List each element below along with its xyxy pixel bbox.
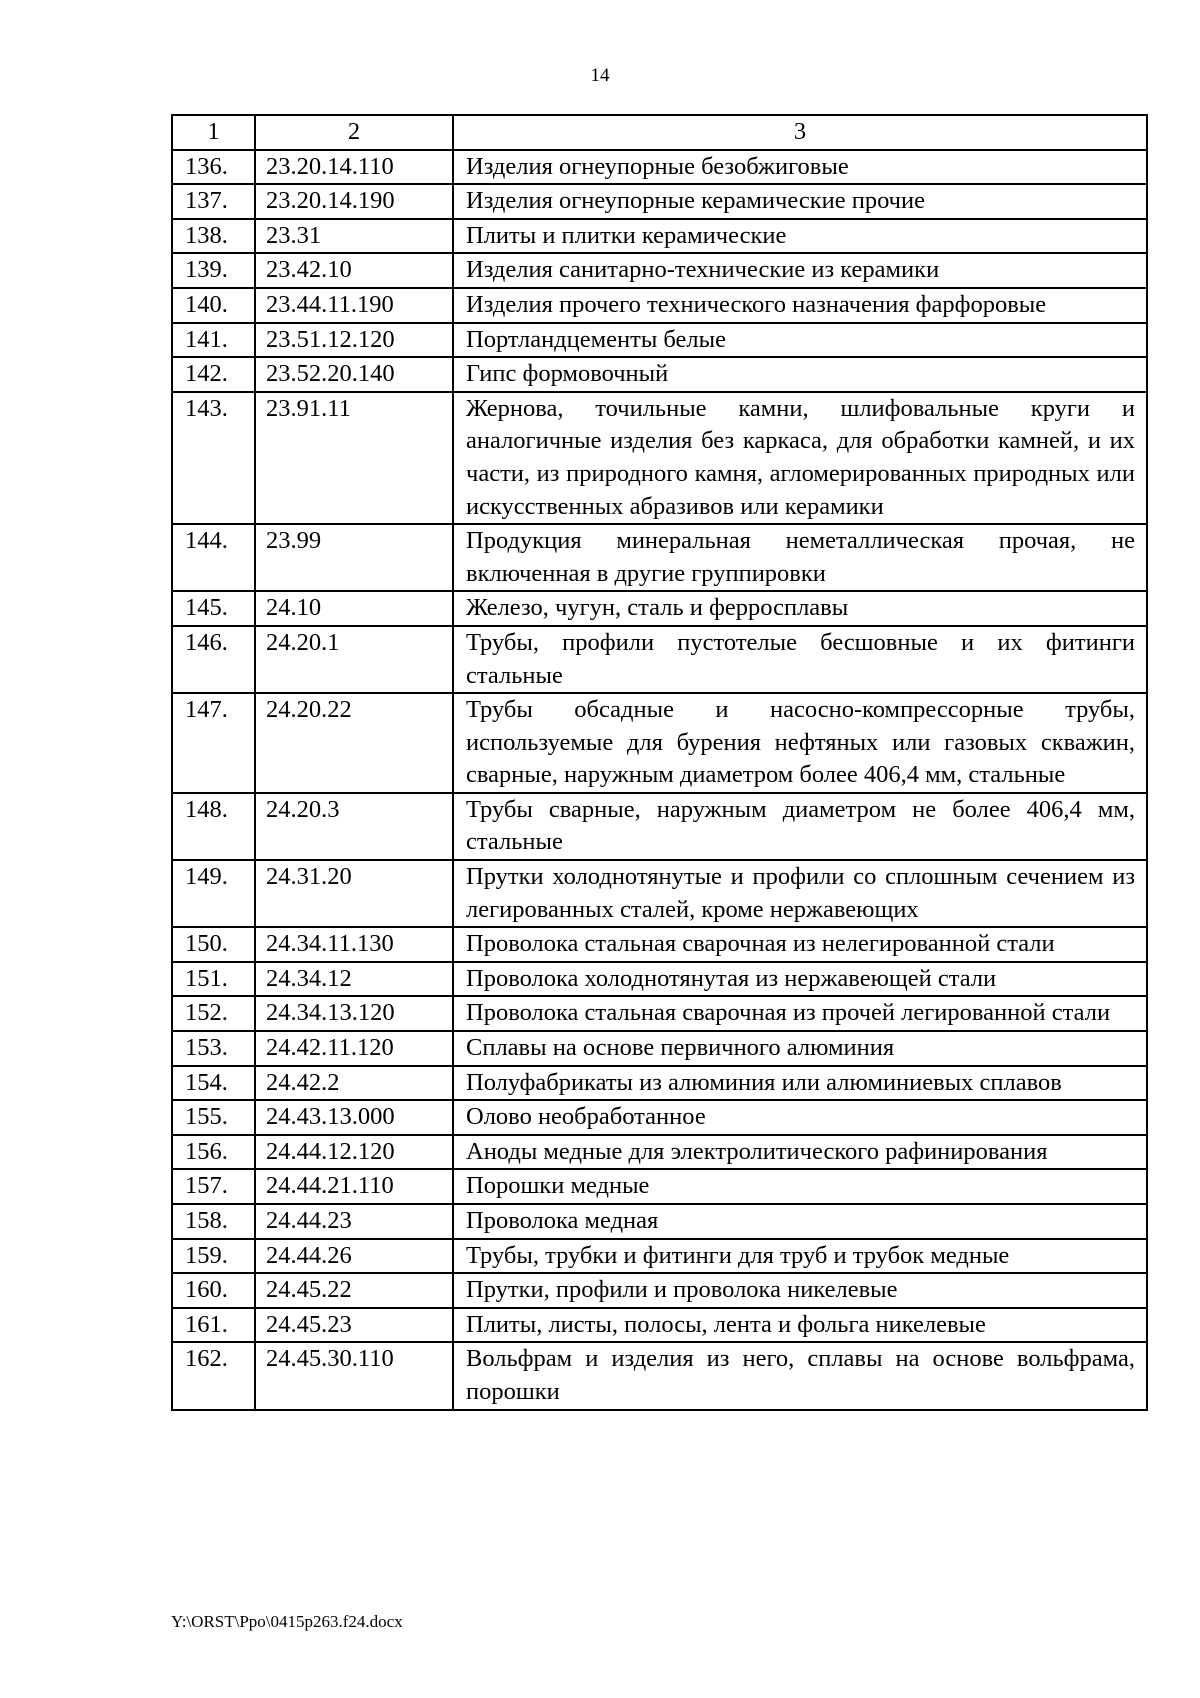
table-row: [172, 1100, 1147, 1135]
table-row: [172, 392, 1147, 524]
table-row: [172, 962, 1147, 997]
product-description-cell: Изделия огнеупорные безобжиговые: [453, 150, 1147, 185]
product-code-cell: 23.99: [255, 524, 453, 591]
product-code-cell: 24.20.22: [255, 693, 453, 793]
table-row: [172, 693, 1147, 793]
product-description-cell: Трубы сварные, наружным диаметром не более 406,4 мм, стальные: [453, 793, 1147, 860]
table-header-row: [172, 115, 1147, 150]
row-number-cell: 159.: [172, 1239, 255, 1274]
table-row: [172, 1135, 1147, 1170]
row-number-cell: 160.: [172, 1273, 255, 1308]
row-number-cell: 153.: [172, 1031, 255, 1066]
table-row: [172, 1273, 1147, 1308]
row-number-cell: 149.: [172, 860, 255, 927]
product-code-cell: 24.45.23: [255, 1308, 453, 1343]
product-description-cell: Вольфрам и изделия из него, сплавы на основе вольфрама, порошки: [453, 1342, 1147, 1409]
row-number-cell: 139.: [172, 253, 255, 288]
row-number-cell: 162.: [172, 1342, 255, 1409]
row-number-cell: 137.: [172, 184, 255, 219]
product-description-cell: Проволока холоднотянутая из нержавеющей стали: [453, 962, 1147, 997]
product-description-cell: Аноды медные для электролитического рафинирования: [453, 1135, 1147, 1170]
table-row: [172, 150, 1147, 185]
product-description-cell: Изделия санитарно-технические из керамики: [453, 253, 1147, 288]
product-code-cell: 24.20.3: [255, 793, 453, 860]
product-code-cell: 24.44.26: [255, 1239, 453, 1274]
product-description-cell: Гипс формовочный: [453, 357, 1147, 392]
table-row: [172, 1031, 1147, 1066]
table-row: [172, 1204, 1147, 1239]
product-description-cell: Олово необработанное: [453, 1100, 1147, 1135]
row-number-cell: 144.: [172, 524, 255, 591]
file-path-footer: Y:\ORST\Ppo\0415p263.f24.docx: [171, 1612, 403, 1631]
product-description-cell: Трубы, трубки и фитинги для труб и трубок медные: [453, 1239, 1147, 1274]
product-code-cell: 24.42.11.120: [255, 1031, 453, 1066]
row-number-cell: 140.: [172, 288, 255, 323]
product-description-cell: Плиты и плитки керамические: [453, 219, 1147, 254]
table-row: [172, 1239, 1147, 1274]
row-number-cell: 151.: [172, 962, 255, 997]
product-code-table: [171, 114, 1148, 1411]
table-row: [172, 1066, 1147, 1101]
row-number-cell: 156.: [172, 1135, 255, 1170]
product-description-cell: Проволока стальная сварочная из нелегированной стали: [453, 927, 1147, 962]
row-number-cell: 148.: [172, 793, 255, 860]
table-row: [172, 219, 1147, 254]
table-row: [172, 1169, 1147, 1204]
product-description-cell: Проволока медная: [453, 1204, 1147, 1239]
row-number-cell: 136.: [172, 150, 255, 185]
table-row: [172, 524, 1147, 591]
product-description-cell: Проволока стальная сварочная из прочей легированной стали: [453, 996, 1147, 1031]
product-description-cell: Прутки холоднотянутые и профили со сплошным сечением из легированных сталей, кроме нержавеющих: [453, 860, 1147, 927]
product-description-cell: Изделия огнеупорные керамические прочие: [453, 184, 1147, 219]
table-row: [172, 1342, 1147, 1409]
product-description-cell: Жернова, точильные камни, шлифовальные круги и аналогичные изделия без каркаса, для обработки камней, и их части, из природного камня, агломерированных природных или искусственных абразивов или керамики: [453, 392, 1147, 524]
product-code-cell: 24.44.23: [255, 1204, 453, 1239]
product-description-cell: Сплавы на основе первичного алюминия: [453, 1031, 1147, 1066]
product-code-cell: 24.45.22: [255, 1273, 453, 1308]
table-row: [172, 996, 1147, 1031]
column-header-number: 1: [172, 115, 255, 150]
row-number-cell: 150.: [172, 927, 255, 962]
product-description-cell: Продукция минеральная неметаллическая прочая, не включенная в другие группировки: [453, 524, 1147, 591]
table-row: [172, 626, 1147, 693]
product-code-cell: 24.43.13.000: [255, 1100, 453, 1135]
product-code-cell: 24.34.11.130: [255, 927, 453, 962]
product-code-cell: 24.42.2: [255, 1066, 453, 1101]
table-row: [172, 357, 1147, 392]
product-description-cell: Портландцементы белые: [453, 323, 1147, 358]
row-number-cell: 142.: [172, 357, 255, 392]
product-description-cell: Прутки, профили и проволока никелевые: [453, 1273, 1147, 1308]
product-description-cell: Порошки медные: [453, 1169, 1147, 1204]
product-code-cell: 23.52.20.140: [255, 357, 453, 392]
product-description-cell: Трубы обсадные и насосно-компрессорные трубы, используемые для бурения нефтяных или газовых скважин, сварные, наружным диаметром более 406,4 мм, стальные: [453, 693, 1147, 793]
table-row: [172, 288, 1147, 323]
row-number-cell: 143.: [172, 392, 255, 524]
row-number-cell: 145.: [172, 591, 255, 626]
column-header-description: 3: [453, 115, 1147, 150]
product-description-cell: Плиты, листы, полосы, лента и фольга никелевые: [453, 1308, 1147, 1343]
product-code-cell: 23.44.11.190: [255, 288, 453, 323]
product-code-cell: 24.34.12: [255, 962, 453, 997]
row-number-cell: 141.: [172, 323, 255, 358]
product-description-cell: Железо, чугун, сталь и ферросплавы: [453, 591, 1147, 626]
row-number-cell: 138.: [172, 219, 255, 254]
product-description-cell: Трубы, профили пустотелые бесшовные и их фитинги стальные: [453, 626, 1147, 693]
table-row: [172, 591, 1147, 626]
table-row: [172, 793, 1147, 860]
product-code-cell: 24.34.13.120: [255, 996, 453, 1031]
product-code-cell: 24.45.30.110: [255, 1342, 453, 1409]
product-code-cell: 24.31.20: [255, 860, 453, 927]
row-number-cell: 147.: [172, 693, 255, 793]
product-code-cell: 23.31: [255, 219, 453, 254]
product-code-cell: 23.91.11: [255, 392, 453, 524]
row-number-cell: 161.: [172, 1308, 255, 1343]
row-number-cell: 157.: [172, 1169, 255, 1204]
product-code-cell: 23.42.10: [255, 253, 453, 288]
table-row: [172, 323, 1147, 358]
product-code-cell: 23.51.12.120: [255, 323, 453, 358]
product-code-cell: 24.10: [255, 591, 453, 626]
column-header-code: 2: [255, 115, 453, 150]
table-row: [172, 860, 1147, 927]
product-code-cell: 24.44.21.110: [255, 1169, 453, 1204]
table-row: [172, 184, 1147, 219]
product-code-cell: 24.44.12.120: [255, 1135, 453, 1170]
table-row: [172, 1308, 1147, 1343]
table-row: [172, 253, 1147, 288]
product-code-cell: 23.20.14.190: [255, 184, 453, 219]
product-description-cell: Полуфабрикаты из алюминия или алюминиевых сплавов: [453, 1066, 1147, 1101]
product-code-cell: 23.20.14.110: [255, 150, 453, 185]
product-description-cell: Изделия прочего технического назначения фарфоровые: [453, 288, 1147, 323]
page-number: 14: [590, 65, 610, 86]
product-code-cell: 24.20.1: [255, 626, 453, 693]
table-row: [172, 927, 1147, 962]
row-number-cell: 146.: [172, 626, 255, 693]
row-number-cell: 154.: [172, 1066, 255, 1101]
row-number-cell: 158.: [172, 1204, 255, 1239]
row-number-cell: 155.: [172, 1100, 255, 1135]
row-number-cell: 152.: [172, 996, 255, 1031]
